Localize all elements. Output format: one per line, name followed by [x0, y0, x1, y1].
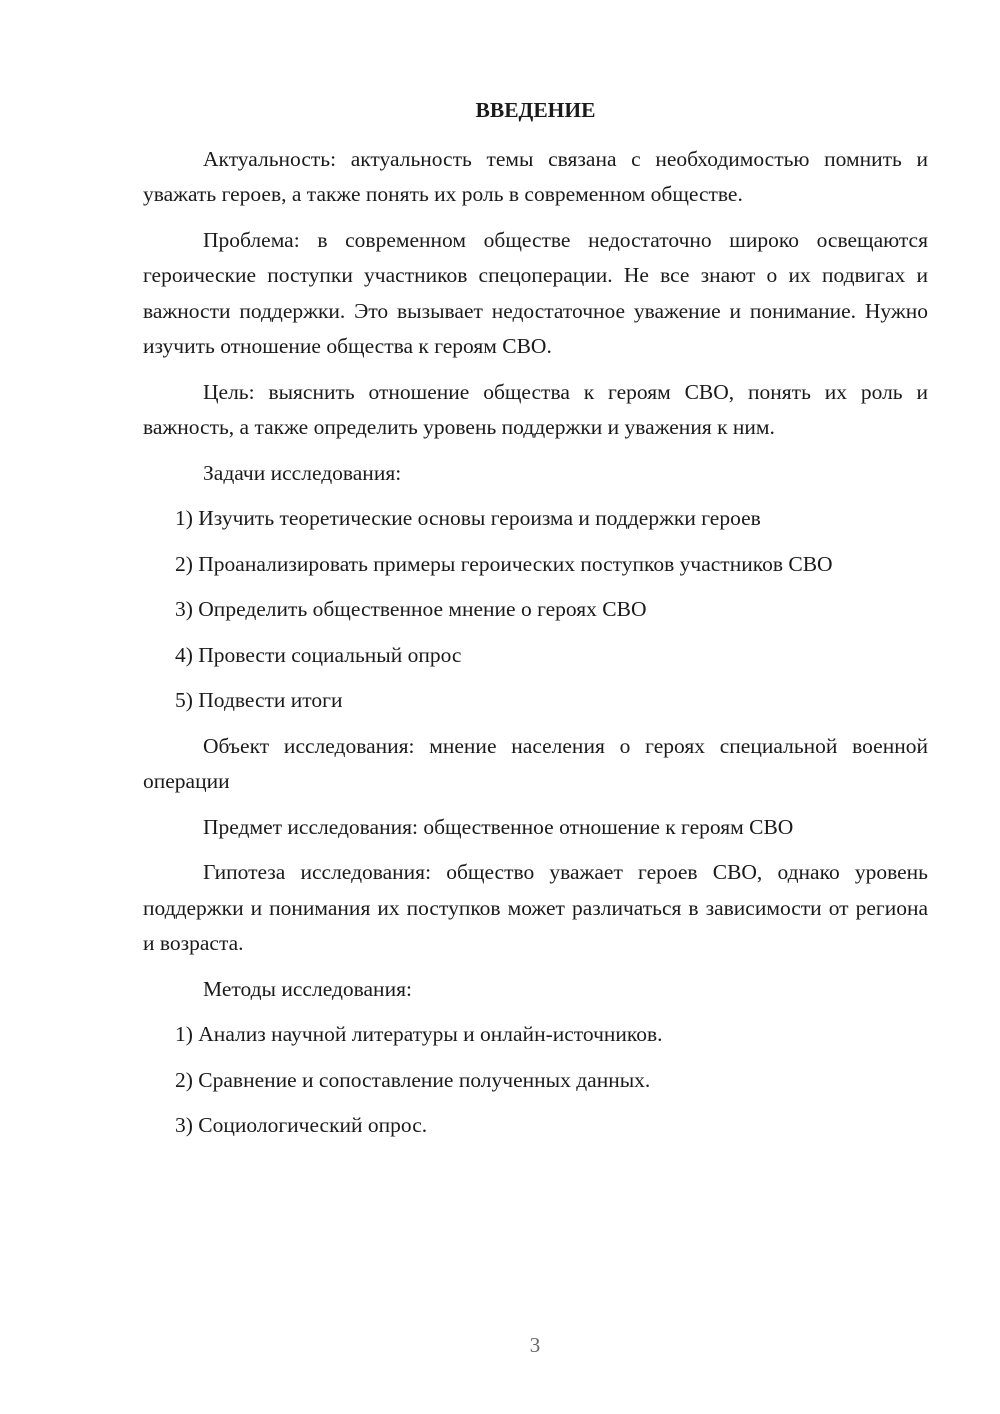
tasks-heading: Задачи исследования:: [203, 460, 402, 485]
hypothesis-paragraph: Гипотеза исследования: общество уважает героев СВО, однако уровень поддержки и понимания их поступков может различаться в зависимости от региона и возраста.: [143, 860, 928, 955]
page-number: 3: [529, 1333, 541, 1357]
subject-paragraph: Предмет исследования: общественное отношение к героям СВО: [203, 814, 794, 839]
relevance-paragraph: Актуальность: актуальность темы связана с необходимостью помнить и уважать героев, а также понять их роль в современном обществе.: [143, 146, 928, 206]
task-item: 5) Подвести итоги: [175, 688, 343, 712]
goal-paragraph: Цель: выяснить отношение общества к героям СВО, понять их роль и важность, а также определить уровень поддержки и уважения к ним.: [143, 379, 928, 439]
method-item: 3) Социологический опрос.: [175, 1113, 428, 1137]
task-item: 2) Проанализировать примеры героических поступков участников СВО: [175, 551, 833, 576]
page-content: [143, 93, 928, 1154]
methods-heading: Методы исследования:: [203, 976, 412, 1001]
task-item: 3) Определить общественное мнение о героях СВО: [175, 597, 647, 621]
method-item: 2) Сравнение и сопоставление полученных данных.: [175, 1067, 651, 1092]
section-title: ВВЕДЕНИЕ: [475, 98, 596, 122]
object-paragraph: Объект исследования: мнение населения о героях специальной военной операции: [143, 733, 928, 793]
problem-paragraph: Проблема: в современном обществе недостаточно широко освещаются героические поступки участников спецоперации. Не все знают о их подвигах и важности поддержки. Это вызывает недостаточное уважение и понимание. Нужно изучить отношение общества к героям СВО.: [143, 227, 928, 358]
task-item: 1) Изучить теоретические основы героизма и поддержки героев: [175, 506, 761, 530]
method-item: 1) Анализ научной литературы и онлайн-источников.: [175, 1022, 663, 1046]
task-item: 4) Провести социальный опрос: [175, 642, 462, 667]
